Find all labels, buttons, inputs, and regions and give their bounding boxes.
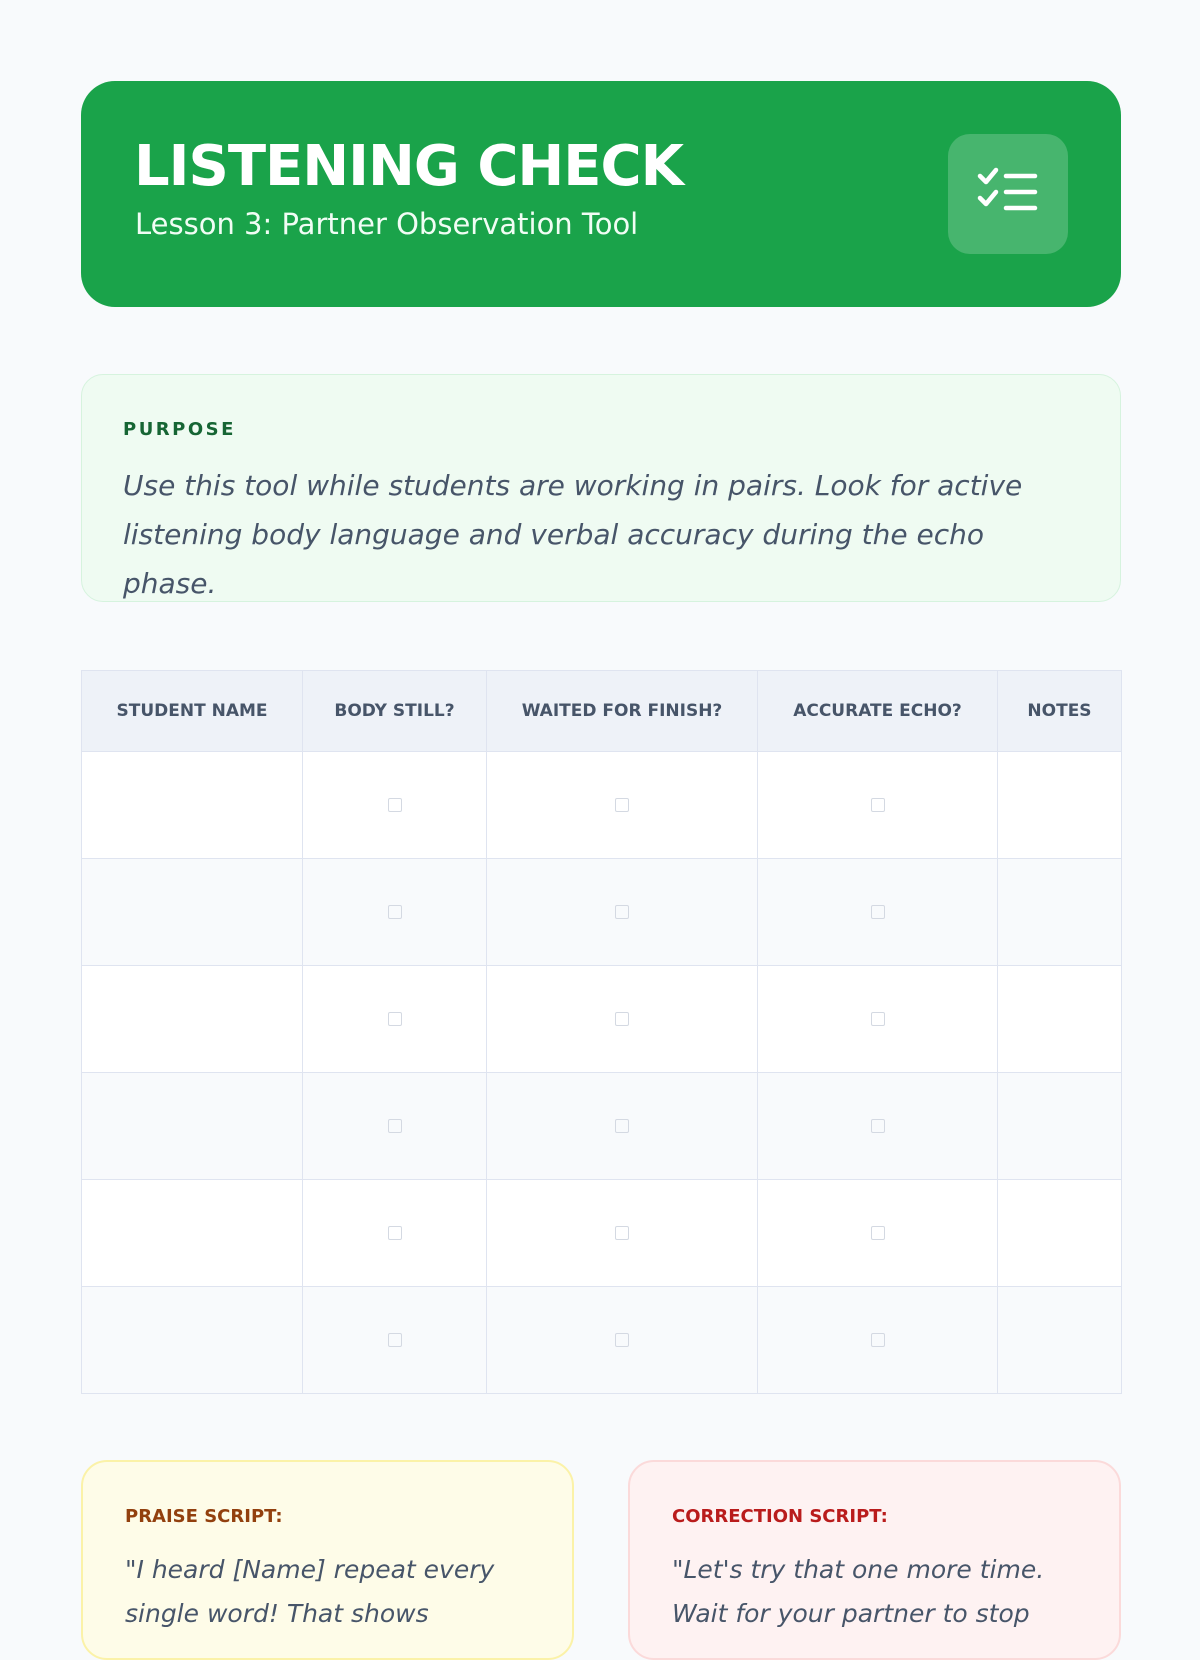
notes-cell[interactable] [998,752,1122,859]
student-name-cell[interactable] [82,966,303,1073]
body-still-cell [303,1180,487,1287]
checklist-icon [948,134,1068,254]
page-title: LISTENING CHECK [134,134,684,199]
notes-cell[interactable] [998,1073,1122,1180]
waited-for-finish-checkbox[interactable] [615,905,629,919]
body-still-cell [303,1073,487,1180]
student-name-cell[interactable] [82,1073,303,1180]
body-still-checkbox[interactable] [388,1012,402,1026]
column-header-notes: NOTES [998,671,1122,752]
student-name-cell[interactable] [82,1287,303,1394]
praise-script-text: "I heard [Name] repeat every single word! That shows [125,1555,495,1628]
waited-for-finish-checkbox[interactable] [615,1333,629,1347]
waited-for-finish-cell [487,1180,758,1287]
column-header-student-name: STUDENT NAME [82,671,303,752]
accurate-echo-cell [758,1180,998,1287]
notes-cell[interactable] [998,1180,1122,1287]
waited-for-finish-cell [487,752,758,859]
accurate-echo-cell [758,966,998,1073]
student-name-cell[interactable] [82,1180,303,1287]
waited-for-finish-cell [487,966,758,1073]
body-still-checkbox[interactable] [388,798,402,812]
table-header-row [82,671,1122,752]
waited-for-finish-cell [487,1287,758,1394]
body-still-checkbox[interactable] [388,1333,402,1347]
table-row [82,1073,1122,1180]
correction-script-text: "Let's try that one more time. Wait for your partner to stop [672,1555,1045,1628]
student-name-cell[interactable] [82,859,303,966]
body-still-cell [303,752,487,859]
body-still-cell [303,859,487,966]
body-still-checkbox[interactable] [388,905,402,919]
observation-table [81,670,1122,1394]
purpose-label: PURPOSE [123,419,236,440]
correction-script-box [628,1460,1121,1660]
body-still-checkbox[interactable] [388,1226,402,1240]
waited-for-finish-cell [487,859,758,966]
waited-for-finish-checkbox[interactable] [615,1012,629,1026]
body-still-cell [303,1287,487,1394]
accurate-echo-checkbox[interactable] [871,1226,885,1240]
student-name-cell[interactable] [82,752,303,859]
table-row [82,1287,1122,1394]
notes-cell[interactable] [998,966,1122,1073]
accurate-echo-checkbox[interactable] [871,1119,885,1133]
accurate-echo-cell [758,1287,998,1394]
purpose-box [81,374,1121,602]
accurate-echo-cell [758,859,998,966]
waited-for-finish-checkbox[interactable] [615,1226,629,1240]
page-subtitle: Lesson 3: Partner Observation Tool [135,207,639,241]
accurate-echo-cell [758,1073,998,1180]
table-row [82,859,1122,966]
table-row [82,752,1122,859]
column-header-waited-for-finish: WAITED FOR FINISH? [487,671,758,752]
accurate-echo-checkbox[interactable] [871,1012,885,1026]
accurate-echo-checkbox[interactable] [871,798,885,812]
column-header-body-still: BODY STILL? [303,671,487,752]
notes-cell[interactable] [998,1287,1122,1394]
notes-cell[interactable] [998,859,1122,966]
correction-script-label: CORRECTION SCRIPT: [672,1506,888,1527]
waited-for-finish-checkbox[interactable] [615,1119,629,1133]
accurate-echo-checkbox[interactable] [871,905,885,919]
body-still-cell [303,966,487,1073]
table-row [82,1180,1122,1287]
table-row [82,966,1122,1073]
praise-script-box [81,1460,574,1660]
waited-for-finish-checkbox[interactable] [615,798,629,812]
column-header-accurate-echo: ACCURATE ECHO? [758,671,998,752]
purpose-text: Use this tool while students are working in pairs. Look for active listening body language and verbal accuracy during the echo phase. [123,469,1023,600]
accurate-echo-checkbox[interactable] [871,1333,885,1347]
accurate-echo-cell [758,752,998,859]
waited-for-finish-cell [487,1073,758,1180]
header-banner [81,81,1121,307]
body-still-checkbox[interactable] [388,1119,402,1133]
praise-script-label: PRAISE SCRIPT: [125,1506,283,1527]
